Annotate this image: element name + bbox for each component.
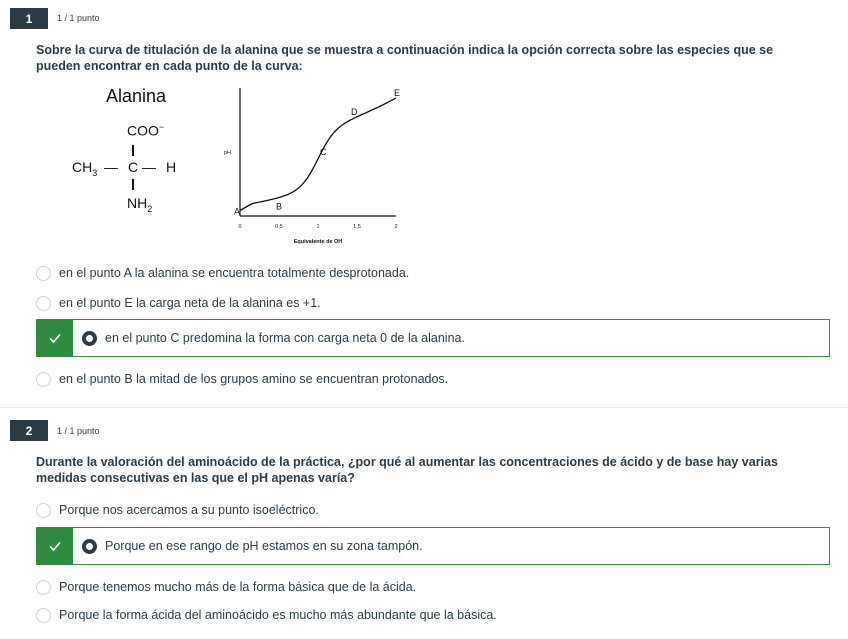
titration-curve-chart [220, 84, 420, 249]
titration-figure [60, 84, 420, 249]
radio-button-selected[interactable] [82, 331, 97, 346]
answer-option[interactable] [36, 499, 319, 521]
question-number-badge: 2 [10, 420, 48, 441]
answer-option-text: en el punto B la mitad de los grupos amino se encuentran protonados. [59, 372, 449, 386]
answer-option[interactable] [36, 292, 321, 314]
x-tick-label: 1 [316, 224, 320, 230]
answer-option-correct[interactable] [36, 319, 830, 357]
curve-point-label-d: D [351, 106, 358, 117]
answer-option-text: Porque en ese rango de pH estamos en su zona tampón. [105, 539, 423, 553]
answer-option-text: en el punto E la carga neta de la alanina es +1. [59, 296, 321, 310]
check-icon [48, 539, 62, 553]
titration-curve-line [240, 98, 396, 211]
question-score: 1 / 1 punto [57, 426, 100, 436]
correct-indicator [37, 320, 73, 356]
hydrogen-atom: H [166, 159, 177, 175]
amine-group: $NH_2$ [127, 195, 153, 214]
curve-point-label-e: E [394, 88, 401, 99]
question-text: Durante la valoración del aminoácido de la práctica, ¿por qué al aumentar las concentraciones de ácido y de base hay varias medidas consecutivas en las que el pH apenas varía? [36, 455, 778, 485]
x-tick-label: 2 [394, 224, 398, 230]
check-icon [48, 331, 62, 345]
x-tick-label: 0 [238, 224, 242, 230]
question-text: Sobre la curva de titulación de la alanina que se muestra a continuación indica la opción correcta sobre las especies que se pueden encontrar en cada punto de la curva: [36, 43, 774, 73]
curve-point-label-c: C [320, 146, 327, 157]
curve-point-label-b: B [276, 201, 283, 212]
bond-line [132, 145, 134, 156]
radio-button[interactable] [36, 296, 51, 311]
bond-dash-right: — [142, 159, 156, 175]
x-axis-label: Equivalente de OH [293, 239, 343, 245]
methyl-group: $CH_3$ [72, 159, 98, 178]
answer-option-correct[interactable] [36, 527, 830, 565]
y-axis-label: pH [224, 150, 232, 156]
x-tick-label: 1,5 [353, 224, 361, 230]
question-score: 1 / 1 punto [57, 13, 100, 23]
bond-line [132, 179, 134, 190]
curve-point-label-a: A [234, 206, 241, 217]
correct-indicator [37, 528, 73, 564]
answer-option-text: Porque nos acercamos a su punto isoeléctrico. [59, 503, 319, 517]
radio-button[interactable] [36, 580, 51, 595]
answer-option[interactable] [36, 262, 409, 284]
question-divider [0, 407, 848, 408]
molecule-title: Alanina [106, 86, 167, 106]
answer-option-text: en el punto C predomina la forma con carga neta 0 de la alanina. [105, 331, 465, 345]
radio-button[interactable] [36, 608, 51, 623]
radio-button[interactable] [36, 266, 51, 281]
answer-option[interactable] [36, 604, 497, 626]
radio-button[interactable] [36, 372, 51, 387]
radio-button-selected[interactable] [82, 539, 97, 554]
carboxylate-group: COO− [127, 122, 165, 139]
bond-dash-left: — [104, 159, 118, 175]
answer-option[interactable] [36, 368, 448, 390]
answer-option[interactable] [36, 576, 416, 598]
alpha-carbon: C [128, 159, 139, 175]
x-tick-label: 0,5 [275, 224, 283, 230]
answer-option-text: en el punto A la alanina se encuentra totalmente desprotonada. [59, 266, 410, 280]
answer-option-text: Porque tenemos mucho más de la forma básica que de la ácida. [59, 580, 417, 594]
question-number-badge: 1 [10, 8, 48, 29]
radio-button[interactable] [36, 503, 51, 518]
answer-option-text: Porque la forma ácida del aminoácido es mucho más abundante que la básica. [59, 608, 497, 622]
